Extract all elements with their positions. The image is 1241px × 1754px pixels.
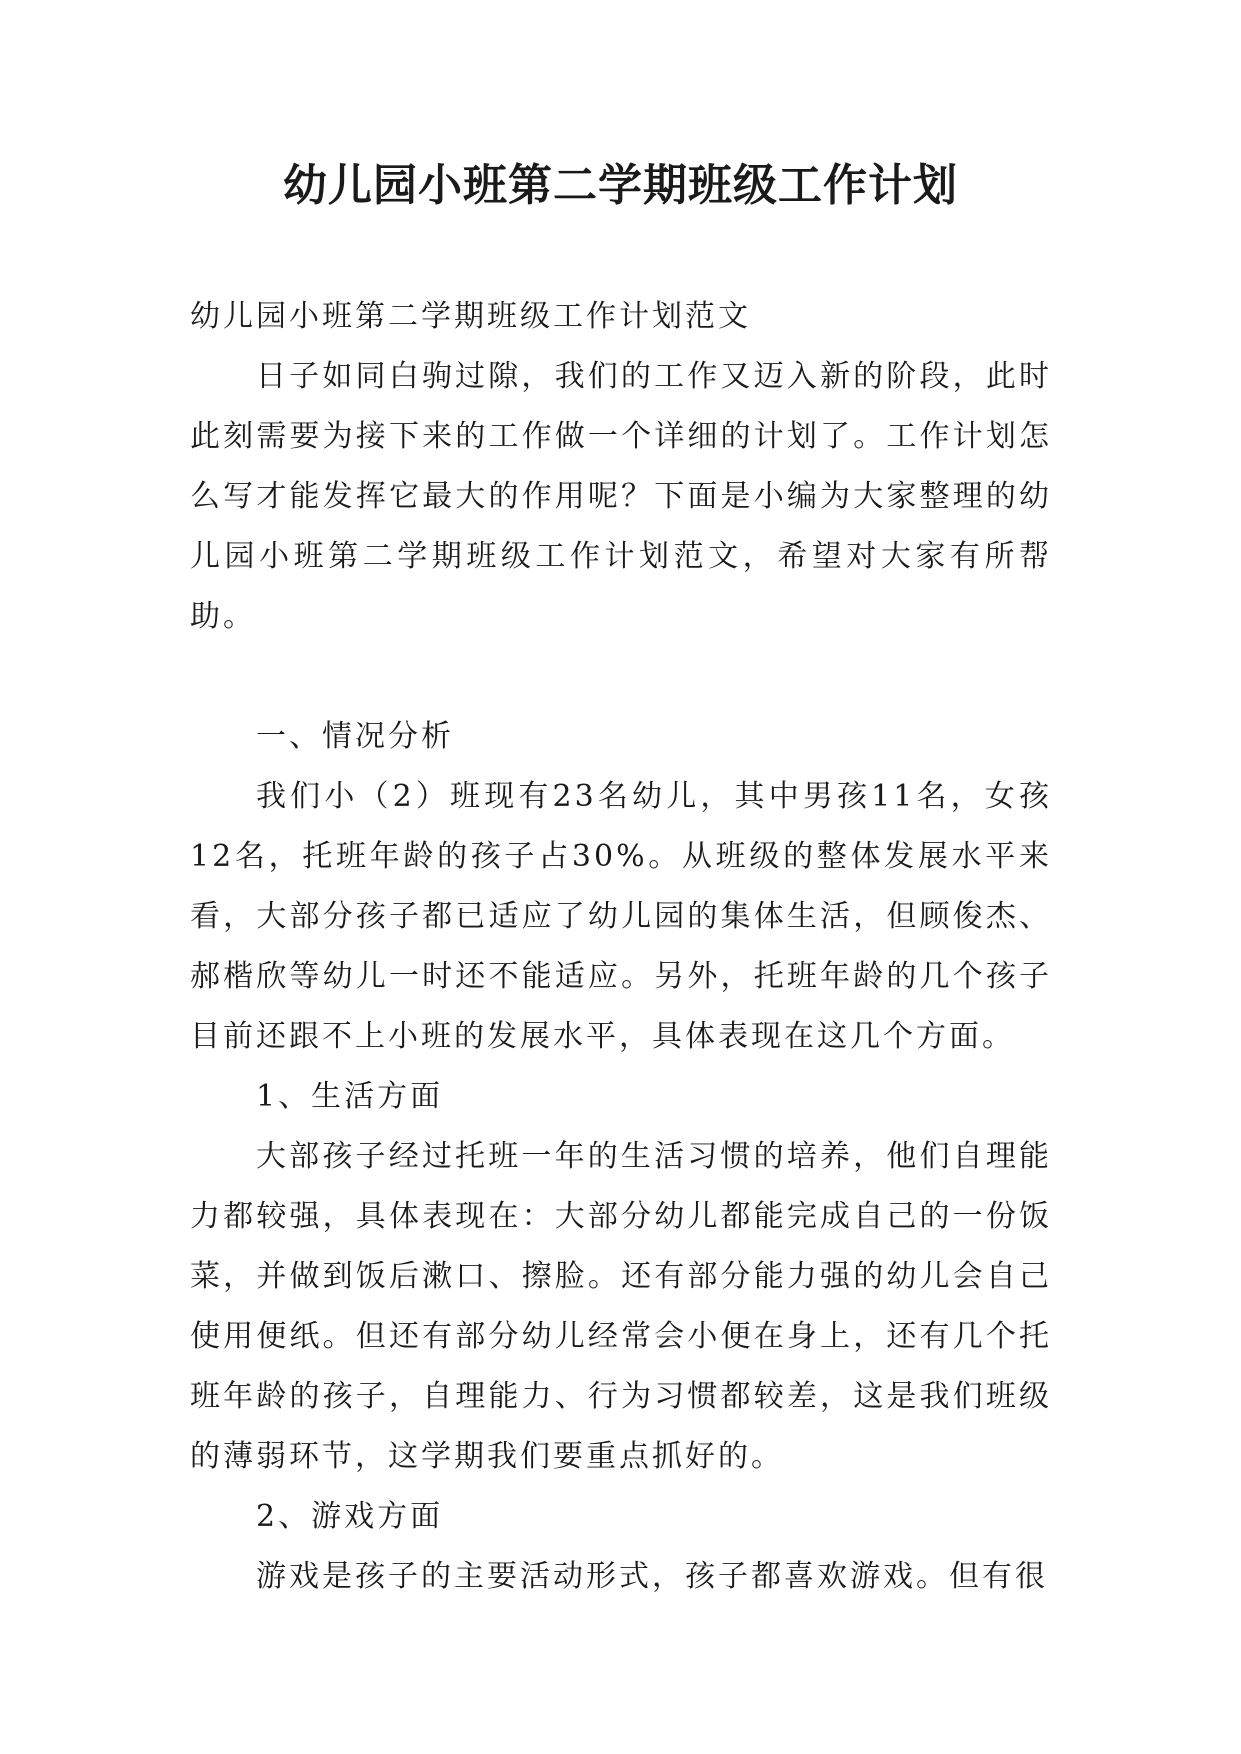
section-heading-situation: 一、情况分析 [256, 719, 454, 754]
intro-paragraph: 日子如同白驹过隙，我们的工作又迈入新的阶段，此时此刻需要为接下来的工作做一个详细的计划了。工作计划怎么写才能发挥它最大的作用呢？下面是小编为大家整理的幼儿园小班第二学期班级工作计划范文，希望对大家有所帮助。 [190, 359, 1052, 634]
document-body [190, 287, 1052, 1607]
life-paragraph: 大部孩子经过托班一年的生活习惯的培养，他们自理能力都较强，具体表现在：大部分幼儿都能完成自己的一份饭菜，并做到饭后漱口、擦脸。还有部分能力强的幼儿会自己使用便纸。但还有部分幼儿经常会小便在身上，还有几个托班年龄的孩子，自理能力、行为习惯都较差，这是我们班级的薄弱环节，这学期我们要重点抓好的。 [190, 1139, 1052, 1474]
games-paragraph: 游戏是孩子的主要活动形式，孩子都喜欢游戏。但有很 [256, 1559, 1048, 1594]
subsection-heading-games: 2、游戏方面 [256, 1499, 444, 1534]
paragraph-gap [190, 647, 1052, 707]
subsection-heading-life: 1、生活方面 [256, 1079, 444, 1114]
document-title: 幼儿园小班第二学期班级工作计划 [283, 160, 958, 211]
situation-paragraph: 我们小（2）班现有23名幼儿，其中男孩11名，女孩12名，托班年龄的孩子占30%。从班级的整体发展水平来看，大部分孩子都已适应了幼儿园的集体生活，但顾俊杰、郝楷欣等幼儿一时还不能适应。另外，托班年龄的几个孩子目前还跟不上小班的发展水平，具体表现在这几个方面。 [190, 779, 1052, 1054]
document-subtitle: 幼儿园小班第二学期班级工作计划范文 [190, 299, 751, 334]
